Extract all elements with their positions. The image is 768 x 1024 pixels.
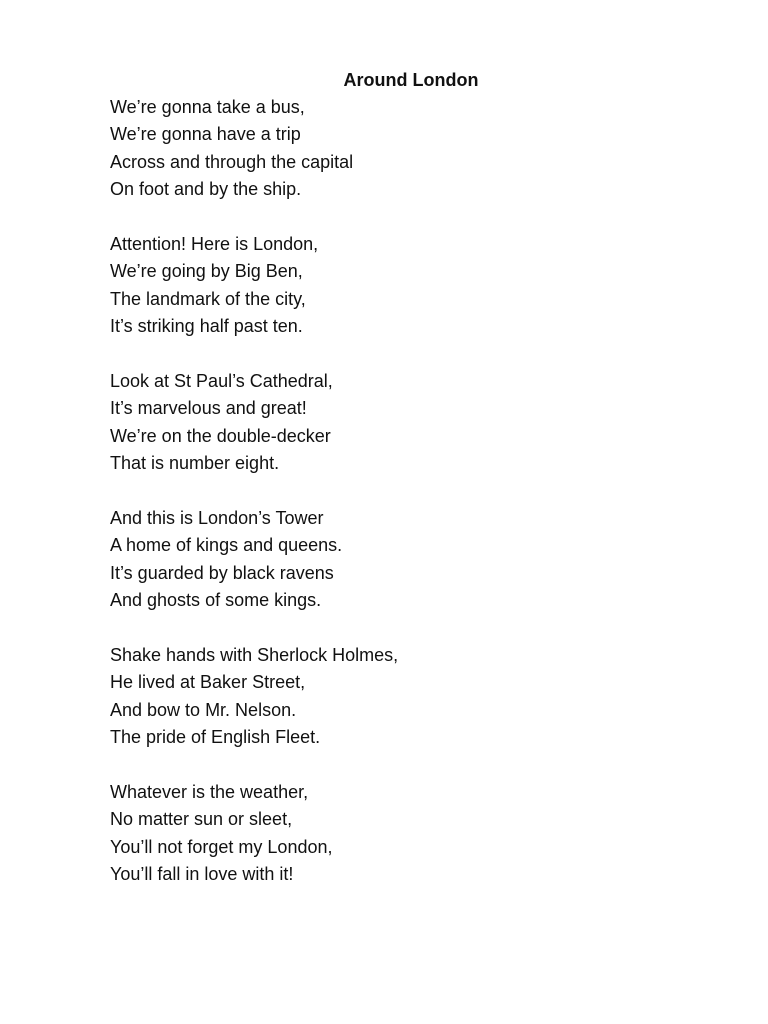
poem-line: It’s marvelous and great! — [110, 398, 307, 419]
poem-line: We’re on the double-decker — [110, 425, 331, 446]
poem-line: You’ll fall in love with it! — [110, 864, 294, 885]
poem-line: It’s guarded by black ravens — [110, 562, 334, 583]
poem-line: That is number eight. — [110, 453, 280, 474]
stanza-3 — [110, 368, 710, 478]
poem-line: Whatever is the weather, — [110, 782, 309, 803]
poem-line: The landmark of the city, — [110, 288, 306, 309]
poem-title: Around London — [343, 70, 479, 90]
poem-line: You’ll not forget my London, — [110, 836, 333, 857]
poem-line: Shake hands with Sherlock Holmes, — [110, 645, 399, 666]
poem-line: We’re gonna take a bus, — [110, 97, 305, 117]
stanza-5 — [110, 642, 710, 752]
poem-line: And bow to Mr. Nelson. — [110, 699, 297, 720]
poem-line: No matter sun or sleet, — [110, 809, 293, 830]
poem-line: A home of kings and queens. — [110, 535, 343, 556]
poem-line: It’s striking half past ten. — [110, 316, 303, 337]
stanza-6 — [110, 779, 710, 889]
poem-line: Across and through the capital — [110, 151, 354, 172]
poem-line: And ghosts of some kings. — [110, 590, 322, 611]
poem-line: Attention! Here is London, — [110, 234, 319, 255]
poem-body — [110, 94, 710, 916]
stanza-4 — [110, 505, 710, 615]
poem-line: On foot and by the ship. — [110, 179, 302, 200]
poem-line: And this is London’s Tower — [110, 508, 324, 529]
poem-line: The pride of English Fleet. — [110, 727, 321, 748]
poem-line: Look at St Paul’s Cathedral, — [110, 371, 333, 392]
poem-line: We’re going by Big Ben, — [110, 261, 303, 282]
stanza-1 — [110, 94, 710, 204]
poem-line: We’re gonna have a trip — [110, 124, 301, 145]
poem-line: He lived at Baker Street, — [110, 672, 306, 693]
stanza-2 — [110, 231, 710, 341]
